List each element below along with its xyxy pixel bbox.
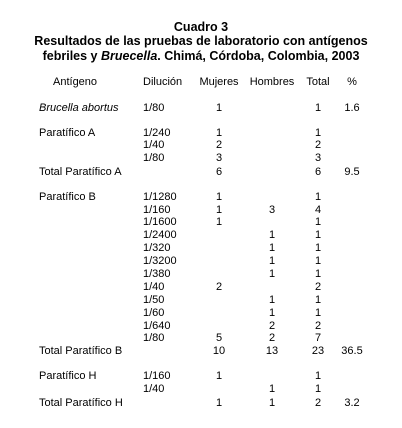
cell-dilucion: 1/80 <box>143 332 165 344</box>
cell-dilucion: 1/240 <box>143 127 171 139</box>
cell-dilucion: 1/320 <box>143 242 171 254</box>
header-antigeno: Antígeno <box>53 76 98 88</box>
cell-antigeno: Paratífico H <box>39 370 97 382</box>
cell-dilucion: 1/640 <box>143 320 171 332</box>
cell-antigeno: Brucella abortus <box>39 102 119 114</box>
table-title: Resultados de las pruebas de laboratorio con antígenos <box>34 34 368 48</box>
cell-dilucion: 1/40 <box>143 383 165 395</box>
cell-dilucion: 1/80 <box>143 152 165 164</box>
cell-antigeno: Paratífico A <box>39 127 96 139</box>
cell-dilucion: 1/40 <box>143 281 165 293</box>
cell-dilucion: 1/380 <box>143 268 171 280</box>
subtitle-italic: Bruecella <box>100 49 158 63</box>
subtitle-post: . Chimá, Córdoba, Colombia, 2003 <box>157 49 360 63</box>
cell-antigeno: Paratífico B <box>39 191 96 203</box>
cell-antigeno: Total Paratífico A <box>39 166 122 178</box>
cell-dilucion: 1/60 <box>143 307 165 319</box>
cell-dilucion: 1/1600 <box>143 216 177 228</box>
cell-antigeno: Total Paratífico B <box>39 345 123 357</box>
cell-dilucion: 1/50 <box>143 294 165 306</box>
cell-dilucion: 1/160 <box>143 370 171 382</box>
cell-dilucion: 1/3200 <box>143 255 177 267</box>
cell-dilucion: 1/40 <box>143 139 165 151</box>
cell-antigeno: Total Paratífico H <box>39 397 123 409</box>
table-caption-number: Cuadro 3 <box>173 20 229 34</box>
cell-dilucion: 1/1280 <box>143 191 177 203</box>
table-subtitle <box>0 49 402 63</box>
header-dilucion: Dilución <box>143 76 183 88</box>
cell-dilucion: 1/2400 <box>143 229 177 241</box>
subtitle-pre: febriles y <box>42 49 101 63</box>
cell-dilucion: 1/160 <box>143 204 171 216</box>
cell-dilucion: 1/80 <box>143 102 165 114</box>
